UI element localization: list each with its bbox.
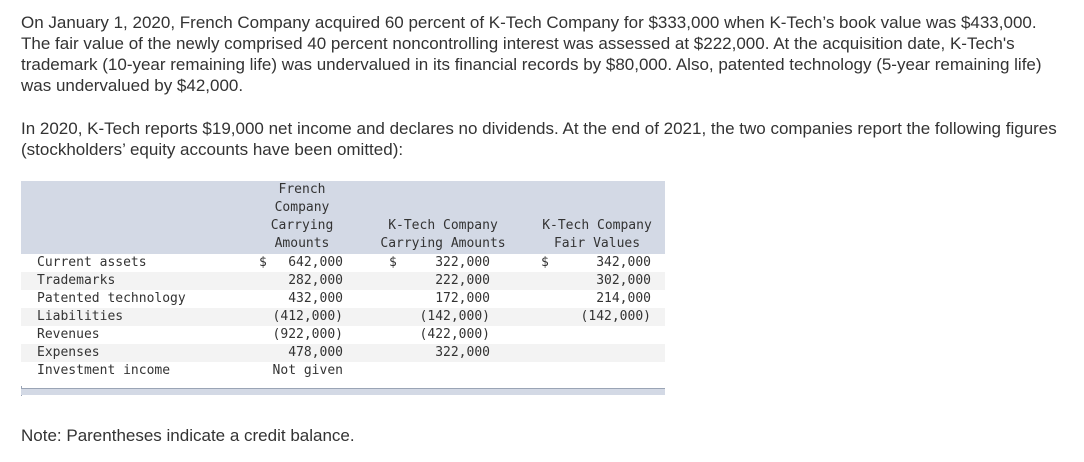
table-row [21, 344, 665, 362]
table-row [21, 362, 665, 380]
french-value: Not given [272, 363, 343, 378]
french-value: 478,000 [288, 345, 343, 360]
header-line: Carrying Amounts [380, 236, 506, 251]
row-label: Investment income [37, 363, 171, 378]
ktech-carrying-value: 172,000 [435, 291, 490, 306]
french-value: 642,000 [288, 255, 343, 270]
ktech-carrying-value: (142,000) [419, 309, 490, 324]
french-value: 432,000 [288, 291, 343, 306]
ktech-carrying-value: (422,000) [419, 327, 490, 342]
ktech-carrying-value: 322,000 [435, 345, 490, 360]
intro-paragraph-1: On January 1, 2020, French Company acquired 60 percent of K-Tech Company for $333,000 when K-Tech’s book value was $433,000. The fair value of the newly comprised 40 percent noncontrolling interest was assessed at $222,000. At the acquisition date, K-Tech's trademark (10-year remaining life) was undervalued in its financial records by $80,000. Also, patented technology (5-year remaining life) was undervalued by $42,000. [21, 13, 1042, 95]
french-value: (412,000) [272, 309, 343, 324]
ktech-fair-value: 214,000 [596, 291, 651, 306]
dollar-sign: $ [389, 255, 397, 270]
financial-figures-table [21, 181, 665, 395]
header-ktech-carrying-amounts [371, 217, 515, 253]
row-label: Expenses [37, 345, 100, 360]
row-label: Current assets [37, 255, 147, 270]
ktech-fair-value: 302,000 [596, 273, 651, 288]
row-label: Patented technology [37, 291, 186, 306]
dollar-sign: $ [541, 255, 549, 270]
french-value: 282,000 [288, 273, 343, 288]
footnote: Note: Parentheses indicate a credit balance. [21, 426, 355, 445]
table-row [21, 254, 665, 272]
ktech-fair-value: 342,000 [596, 255, 651, 270]
header-line: K-Tech Company [388, 218, 498, 233]
row-label: Liabilities [37, 309, 124, 324]
ktech-carrying-value: 322,000 [435, 255, 490, 270]
table-row [21, 326, 665, 344]
dollar-sign: $ [259, 255, 267, 270]
ktech-fair-value: (142,000) [580, 309, 651, 324]
header-ktech-fair-values [529, 217, 665, 253]
table-row [21, 308, 665, 326]
table-bottom-rule [21, 388, 665, 395]
french-value: (922,000) [272, 327, 343, 342]
table-row [21, 272, 665, 290]
header-line: French [278, 182, 326, 197]
row-label: Trademarks [37, 273, 116, 288]
header-line: Fair Values [553, 236, 641, 251]
header-line: Amounts [274, 236, 330, 251]
header-line: K-Tech Company [542, 218, 652, 233]
header-french-carrying-amounts [261, 181, 343, 253]
intro-paragraph-2: In 2020, K-Tech reports $19,000 net income and declares no dividends. At the end of 2021, the two companies report the following figures (stockholders’ equity accounts have been omitted): [21, 119, 1057, 159]
ktech-carrying-value: 222,000 [435, 273, 490, 288]
table-row [21, 290, 665, 308]
header-line: Carrying [270, 218, 334, 233]
row-label: Revenues [37, 327, 100, 342]
header-line: Company [274, 200, 330, 215]
